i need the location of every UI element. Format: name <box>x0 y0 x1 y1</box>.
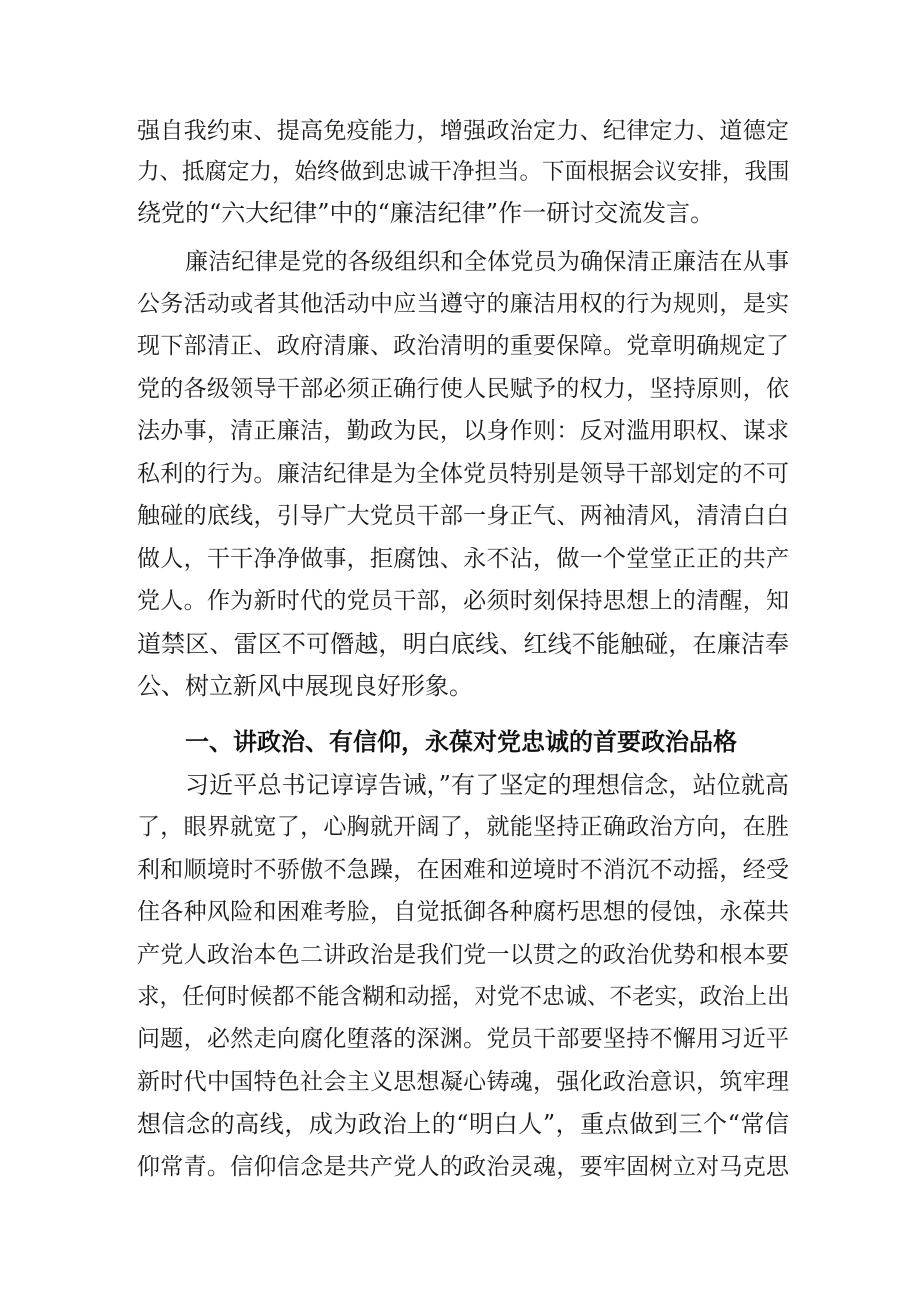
section-heading: 一、讲政治、有信仰，永葆对党忠诚的首要政治品格 <box>185 728 737 756</box>
text-line: 绕党的“六大纪律”中的“廉洁纪律”作一研讨交流发言。 <box>137 199 715 227</box>
text-line: 道禁区、雷区不可僭越，明白底线、红线不能触碰，在廉洁奉 <box>137 630 789 658</box>
text-line: 强自我约束、提高免疫能力，增强政治定力、纪律定力、道德定 <box>137 118 789 144</box>
text-line: 党人。作为新时代的党员干部，必须时刻保持思想上的清醒，知 <box>137 588 789 614</box>
text-line: 法办事，清正廉洁，勤政为民，以身作则：反对滥用职权、谋求 <box>137 418 789 444</box>
text-line: 了，眼界就宽了，心胸就开阔了，就能坚持正确政治方向，在胜 <box>137 814 789 840</box>
text-line: 求，任何时候都不能含糊和动摇，对党不忠诚、不老实，政治上出 <box>137 984 790 1010</box>
text-line: 想信念的高线，成为政治上的“明白人”，重点做到三个“常信 <box>137 1110 789 1138</box>
text-line: 仰常青。信仰信念是共产党人的政治灵魂，要牢固树立对马克思 <box>137 1154 789 1180</box>
text-line: 住各种风险和困难考脸，自觉抵御各种腐朽思想的侵蚀，永葆共 <box>137 899 789 925</box>
text-line: 公务活动或者其他活动中应当遵守的廉洁用权的行为规则，是实 <box>137 291 789 317</box>
text-line: 党的各级领导干部必须正确行使人民赋予的权力，坚持原则，依 <box>137 376 789 402</box>
text-line: 产党人政治本色二讲政治是我们党一以贯之的政治优势和根本要 <box>137 942 789 968</box>
text-line: 习近平总书记谆谆告诫，”有了坚定的理想信念，站位就高 <box>185 771 789 799</box>
text-line: 现下部清正、政府清廉、政治清明的重要保障。党章明确规定了 <box>137 333 789 359</box>
text-line: 廉洁纪律是党的各级组织和全体党员为确保清正廉洁在从事 <box>185 249 789 275</box>
text-line: 公、树立新风中展现良好形象。 <box>137 672 473 700</box>
text-line: 触碰的底线，引导广大党员干部一身正气、两袖清风，清清白白 <box>137 503 789 529</box>
text-line: 利和顺境时不骄傲不急躁，在困难和逆境时不消沉不动摇，经受 <box>137 857 789 883</box>
text-line: 力、抵腐定力，始终做到忠诚干净担当。下面根据会议安排，我围 <box>137 159 790 185</box>
text-line: 私利的行为。廉洁纪律是为全体党员特别是领导干部划定的不可 <box>137 461 789 487</box>
text-line: 问题，必然走向腐化堕落的深渊。党员干部要坚持不懈用习近平 <box>137 1026 789 1052</box>
text-line: 做人，干干净净做事，拒腐蚀、永不沾，做一个堂堂正正的共产 <box>137 546 789 572</box>
text-line: 新时代中国特色社会主义思想凝心铸魂，强化政治意识，筑牢理 <box>137 1069 789 1095</box>
